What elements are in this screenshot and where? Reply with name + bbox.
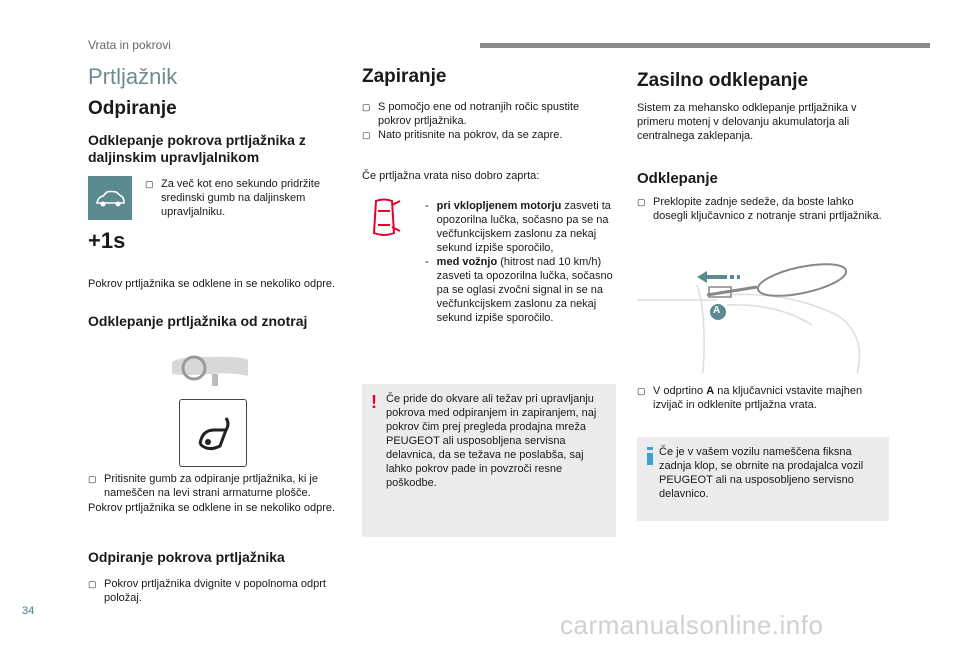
trunk-open-warning-lamp — [366, 197, 402, 244]
driving-text: med vožnjo (hitrost nad 10 km/h) zasveti ta opozorilna lučka, sočasno pa se oglasi zvočni signal in se na večfunkcijskem zaslonu za nekaj sekund izpiše sporočilo. — [436, 256, 613, 324]
section-tag: Vrata in pokrovi — [88, 38, 171, 52]
lid-bullet-text: Pokrov prtljažnika dvignite v popolnoma odprt položaj. — [104, 578, 326, 604]
steering-wheel-icon — [170, 352, 250, 392]
remote-note: Pokrov prtljažnika se odklene in se nekoliko odpre. — [88, 278, 336, 290]
header-rule — [480, 43, 930, 48]
remote-bullet — [145, 177, 345, 219]
trunk-open-icon — [180, 400, 246, 466]
engine-on-item — [425, 199, 615, 325]
close-bullet-2-text: Nato pritisnite na pokrov, da se zapre. — [378, 129, 563, 141]
inside-note: Pokrov prtljažnika se odklene in se nekoliko odpre. — [88, 502, 336, 514]
close-bullet-1-text: S pomočjo ene od notranjih ročic spustite pokrov prtljažnika. — [378, 101, 580, 127]
warning-icon: ! — [371, 392, 377, 412]
screwdriver-lock-drawing — [637, 255, 887, 373]
lock-illustration — [637, 255, 887, 373]
warning-text: Če pride do okvare ali težav pri upravljanju pokrova med odpiranjem in zapiranjem, naj pokrov čim prej pregleda prodajna mreža PEUGEOT ali usposobljena servisna delavnica, da se težava ne poslabša, saj lahko pokrov pade in povzroči resne poškodbe. — [386, 393, 597, 489]
remote-key-tile — [88, 176, 132, 220]
bullet-mark: ▢ — [145, 179, 154, 189]
inside-bullet — [88, 472, 350, 500]
car-icon — [88, 176, 132, 220]
inside-bullet-text: Pritisnite gumb za odpiranje prtljažnika, ki je nameščen na levi strani armaturne plošče. — [104, 473, 318, 499]
unlock-bullet-2-text: V odprtino A na ključavnici vstavite majhen izvijač in odklenite prtljažna vrata. — [653, 385, 863, 411]
heading-odpiranje: Odpiranje — [88, 98, 177, 119]
callout-a-label: A — [713, 305, 721, 316]
heading-zapiranje: Zapiranje — [362, 66, 447, 87]
warning-box — [362, 384, 616, 537]
close-bullet-2 — [362, 128, 614, 142]
bullet-mark: ▢ — [88, 474, 97, 484]
bullet-mark: ▢ — [637, 197, 646, 207]
car-door-open-warning-icon — [366, 197, 402, 239]
bullet-mark: ▢ — [362, 102, 371, 112]
page-number: 34 — [22, 605, 35, 617]
dash-mark: - — [425, 200, 429, 212]
unlock-bullet-2 — [637, 384, 887, 412]
remote-bullet-text: Za več kot eno sekundo pridržite sredinski gumb na daljinskem upravljalniku. — [161, 178, 320, 218]
info-text: Če je v vašem vozilu nameščena fiksna zadnja klop, se obrnite na prodajalca vozil PEUGEOT ali na usposobljeno servisno delavnico. — [659, 446, 864, 500]
not-closed-note: Če prtljažna vrata niso dobro zaprta: — [362, 170, 540, 182]
heading-remote-unlock: Odklepanje pokrova prtljažnika z daljinskim upravljalnikom — [88, 132, 306, 165]
page-title: Prtljažnik — [88, 64, 178, 89]
unlock-bullet-1-text: Preklopite zadnje sedeže, da boste lahko dosegli ključavnico z notranje strani prtljažnika. — [653, 196, 882, 222]
unlock-bullet-1 — [637, 195, 887, 223]
dash-mark: - — [425, 256, 429, 268]
bullet-mark: ▢ — [88, 579, 97, 589]
close-bullet-1 — [362, 100, 614, 128]
heading-unlock: Odklepanje — [637, 170, 718, 187]
trunk-release-button — [179, 399, 247, 467]
bullet-mark: ▢ — [637, 386, 646, 396]
info-box — [637, 437, 889, 521]
plus-one-second-label: +1s — [88, 228, 126, 253]
lid-bullet — [88, 577, 350, 605]
engine-on-text: pri vklopljenem motorju zasveti ta opozorilna lučka, sočasno pa se na večfunkcijskem zaslonu za nekaj sekund izpiše sporočilo, — [436, 200, 611, 254]
emergency-intro: Sistem za mehansko odklepanje prtljažnika v primeru motenj v delovanju akumulatorja ali centralnega zaklepanja. — [637, 102, 857, 142]
dashboard-illustration — [170, 352, 250, 397]
bullet-mark: ▢ — [362, 130, 371, 140]
watermark: carmanualsonline.info — [560, 610, 824, 640]
heading-emergency-unlock: Zasilno odklepanje — [637, 70, 809, 91]
heading-open-lid: Odpiranje pokrova prtljažnika — [88, 549, 285, 565]
heading-inside-unlock: Odklepanje prtljažnika od znotraj — [88, 313, 308, 329]
info-icon — [647, 447, 653, 465]
